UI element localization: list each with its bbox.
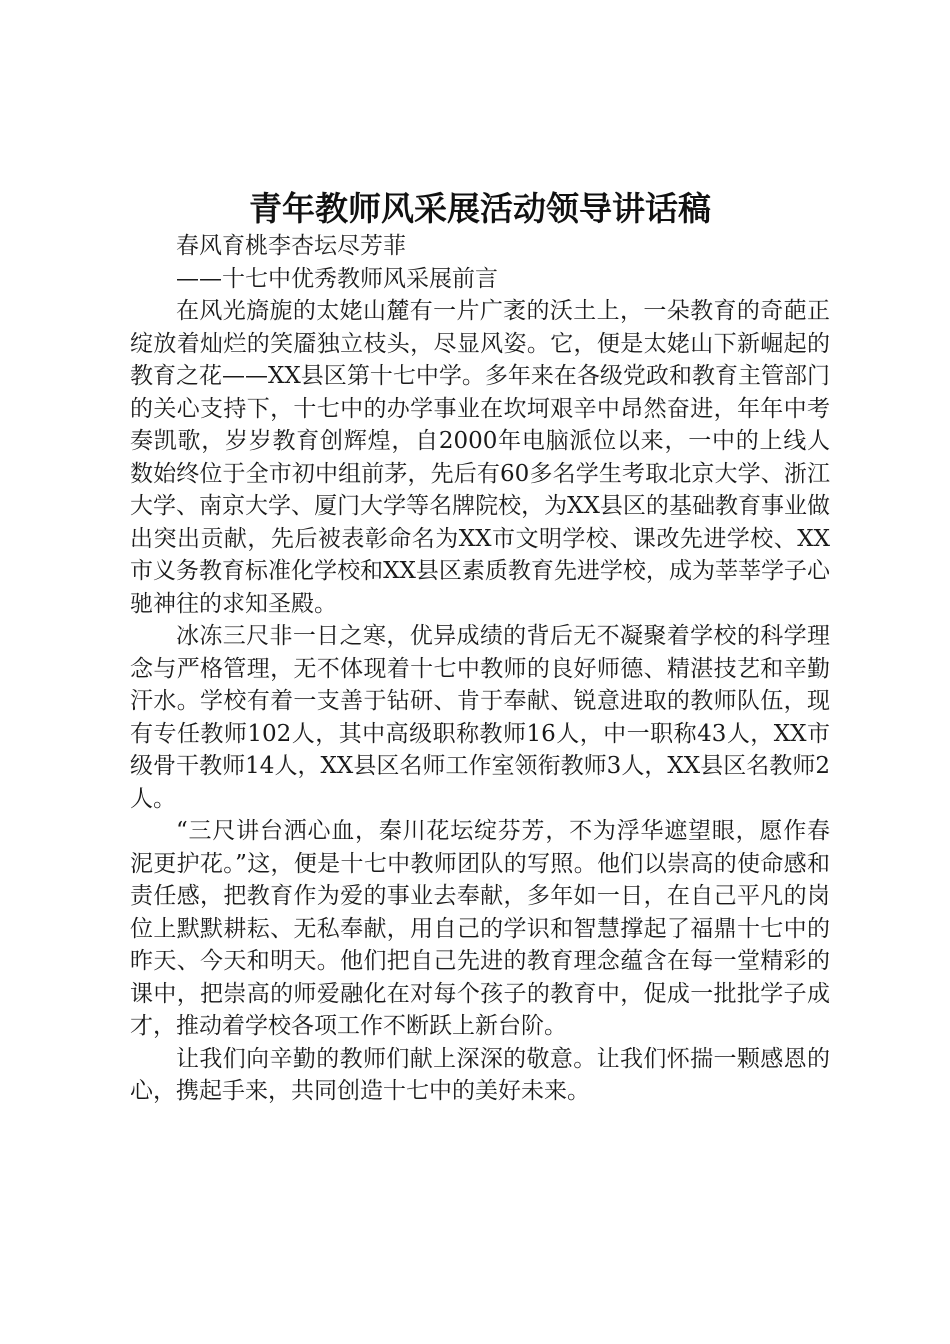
paragraph-4: 让我们向辛勤的教师们献上深深的敬意。让我们怀揣一颗感恩的心，携起手来，共同创造十七中的美好未来。 — [130, 1045, 830, 1104]
subtitle-line-2: ——十七中优秀教师风采展前言 — [176, 265, 498, 292]
document-title: 青年教师风采展活动领导讲话稿 — [249, 189, 711, 228]
paragraph-1: 在风光旖旎的太姥山麓有一片广袤的沃土上，一朵教育的奇葩正绽放着灿烂的笑靥独立枝头，尽显风姿。它，便是太姥山下新崛起的教育之花——XX县区第十七中学。多年来在各级党政和教育主管部门的关心支持下，十七中的办学事业在坎坷艰辛中昂然奋进，年年中考奏凯歌，岁岁教育创辉煌，自2000年电脑派位以来，一中的上线人数始终位于全市初中组前茅，先后有60多名学生考取北京大学、浙江大学、南京大学、厦门大学等名牌院校，为XX县区的基础教育事业做出突出贡献，先后被表彰命名为XX市文明学校、课改先进学校、XX市义务教育标准化学校和XX县区素质教育先进学校，成为莘莘学子心驰神往的求知圣殿。 — [130, 298, 830, 617]
paragraph-3: “三尺讲台洒心血，秦川花坛绽芬芳，不为浮华遮望眼，愿作春泥更护花。”这，便是十七中教师团队的写照。他们以崇高的使命感和责任感，把教育作为爱的事业去奉献，多年如一日，在自己平凡的岗位上默默耕耘、无私奉献，用自己的学识和智慧撑起了福鼎十七中的昨天、今天和明天。他们把自己先进的教育理念蕴含在每一堂精彩的课中，把崇高的师爱融化在对每个孩子的教育中，促成一批批学子成才，推动着学校各项工作不断跃上新台阶。 — [130, 818, 830, 1039]
subtitle-line-1: 春风育桃李杏坛尽芳菲 — [176, 233, 406, 259]
paragraph-2: 冰冻三尺非一日之寒，优异成绩的背后无不凝聚着学校的科学理念与严格管理，无不体现着十七中教师的良好师德、精湛技艺和辛勤汗水。学校有着一支善于钻研、肯于奉献、锐意进取的教师队伍，现有专任教师102人，其中高级职称教师16人，中一职称43人，XX市级骨干教师14人，XX县区名师工作室领衔教师3人，XX县区名教师2人。 — [130, 623, 830, 812]
document-body — [130, 230, 830, 1108]
